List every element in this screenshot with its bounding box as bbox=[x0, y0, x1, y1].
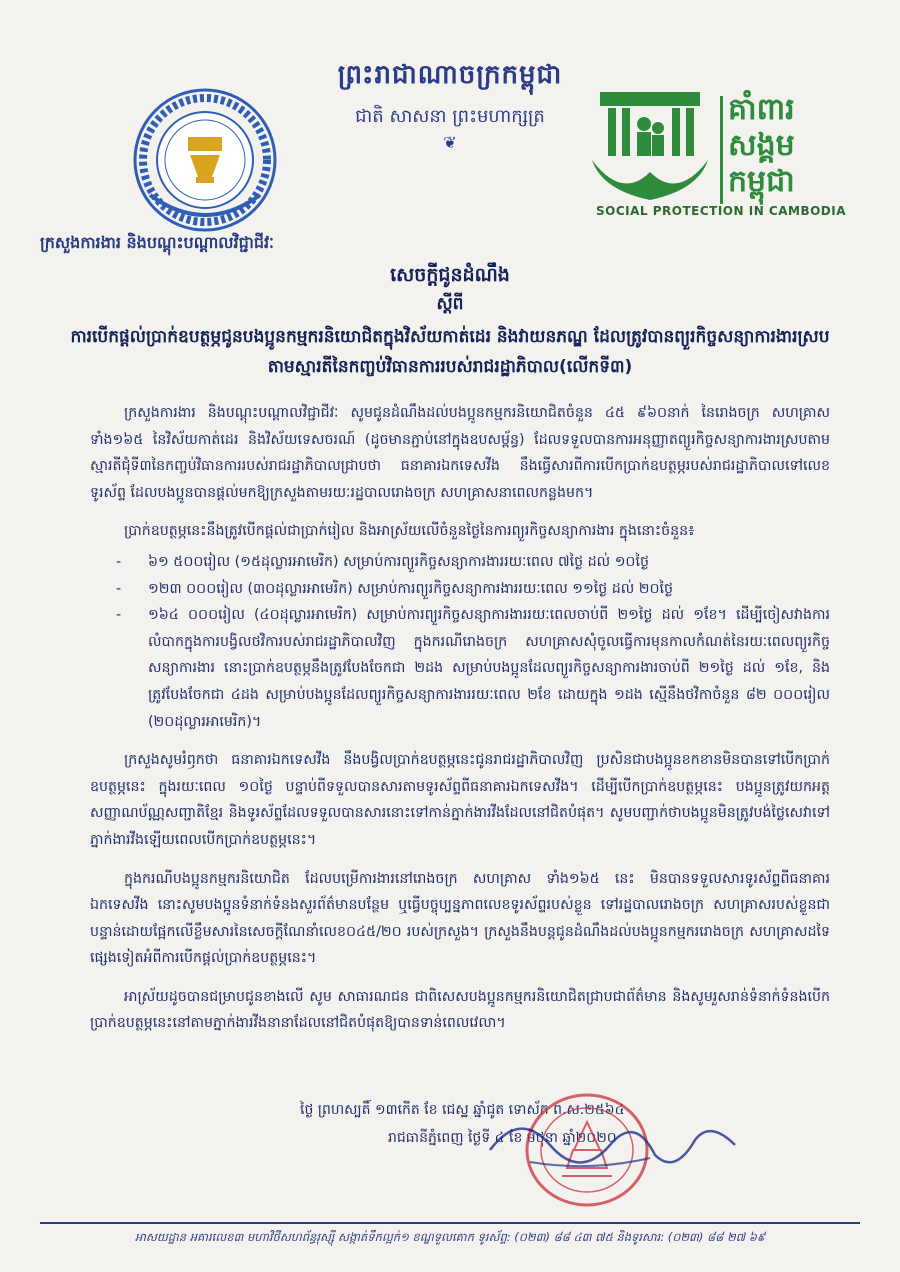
kingdom-title: ព្រះរាជាណាចក្រកម្ពុជា bbox=[337, 60, 563, 90]
ministry-emblem-icon bbox=[130, 85, 280, 235]
paragraph-5: អាស្រ័យដូចបានជម្រាបជូនខាងលើ សូម សាធារណជន ជាពិសេសបងប្អូនកម្មករនិយោជិតជ្រាបជាព័ត៌មាន និងសូមរួសរាន់ទំនាក់ទំនងបើកប្រាក់ឧបត្ថម្ភនេះនៅតាមភ្នាក់ងារវីងនានាដែលនៅជិតបំផុតឱ្យបានទាន់ពេលវេលា។ bbox=[90, 988, 830, 1032]
kingdom-motto: ជាតិ សាសនា ព្រះមហាក្សត្រ bbox=[355, 106, 545, 127]
notice-title: សេចក្តីជូនដំណឹង bbox=[390, 264, 510, 286]
notice-subject: ការបើកផ្តល់ប្រាក់ឧបត្ថម្ភជូនបងប្អូនកម្មករនិយោជិតក្នុងវិស័យកាត់ដេរ និងវាយនភណ្ឌ ដែលត្រូវបានព្យួរកិច្ចសន្យាការងារស្របតាមស្មារតីនៃកញ្ចប់វិធានការរបស់រាជរដ្ឋាភិបាល(លើកទី៣) bbox=[70, 327, 830, 377]
footer-divider bbox=[40, 1222, 860, 1224]
ministry-name: ក្រសួងការងារ និងបណ្តុះបណ្តាលវិជ្ជាជីវៈ bbox=[40, 233, 274, 252]
notice-body bbox=[90, 400, 830, 1049]
solar-date: រាជធានីភ្នំពេញ ថ្ងៃទី ៤ ខែ មិថុនា ឆ្នាំ២០២០ bbox=[388, 1130, 617, 1146]
social-protection-caption: SOCIAL PROTECTION IN CAMBODIA bbox=[596, 204, 847, 218]
notice-subtitle: ស្តីពី bbox=[436, 294, 464, 314]
footer-address: អាសយដ្ឋាន អគារលេខ៣ មហាវិថីសហព័ន្ធរុស្ស៊ី សង្កាត់ទឹកល្អក់១ ខណ្ឌទួលគោក ទូរស័ព្ទ: (០២៣) ៨៨ ៤៣ ៧៥ និងទូរសារ: (០២៣) ៨៨ ២៧ ៦៩ bbox=[134, 1230, 766, 1244]
lunar-date: ថ្ងៃ ព្រហស្បតិ៍ ១៣កើត ខែ ជេស្ឋ ឆ្នាំជូត ទោស័ក ព.ស.២៥៦៤ bbox=[300, 1102, 625, 1118]
allowance-list bbox=[90, 549, 830, 735]
paragraph-4: ក្នុងករណីបងប្អូនកម្មករនិយោជិត ដែលបម្រើការងារនៅរោងចក្រ សហគ្រាស ទាំង១៦៥ នេះ មិនបានទទួលសារទូរស័ព្ទពីធនាគារឯកទេសវីង នោះសូមបងប្អូនទំនាក់ទំនងសួរព័ត៌មានបន្ថែម ឬធ្វើបច្ចុប្បន្នភាពលេខទូរស័ព្ទរបស់ខ្លួន ទៅរដ្ឋបាលរោងចក្រ សហគ្រាសរបស់ខ្លួនជាបន្ទាន់ដោយផ្អែកលើខ្លឹមសារនៃសេចក្តីណែនាំលេខ០៤៥/២០ របស់ក្រសួង។ ក្រសួងនឹងបន្តជូនដំណឹងដល់បងប្អូនកម្មកររោងចក្រ សហគ្រាសដទៃផ្សេងទៀតអំពីការបើកផ្តល់ប្រាក់ឧបត្ថម្ភនេះ។ bbox=[90, 870, 830, 967]
ornament-icon: ❦ bbox=[443, 133, 457, 152]
paragraph-2: ប្រាក់ឧបត្ថម្ភនេះនឹងត្រូវបើកផ្តល់ជាប្រាក់រៀល និងអាស្រ័យលើចំនួនថ្ងៃនៃការព្យួរកិច្ចសន្យាការងារ ក្នុងនោះចំនួន៖ bbox=[124, 523, 695, 540]
paragraph-1: ក្រសួងការងារ និងបណ្តុះបណ្តាលវិជ្ជាជីវៈ សូមជូនដំណឹងដល់បងប្អូនកម្មករនិយោជិតចំនួន ៤៥ ៩៦០នាក់ នៃរោងចក្រ សហគ្រាស ទាំង១៦៥ នៃវិស័យកាត់ដេរ និងវិស័យទេសចរណ៍ (ដូចមានភ្ជាប់នៅក្នុងឧបសម្ព័ន្ធ) ដែលទទួលបានការអនុញ្ញាតព្យួរកិច្ចសន្យាការងារស្របតាមស្មារតីជុំទី៣នៃកញ្ចប់វិធានការរបស់រាជរដ្ឋាភិបាលជ្រាបថា ធនាគារឯកទេសវីង នឹងធ្វើសារពីការបើកប្រាក់ឧបត្ថម្ភរបស់រាជរដ្ឋាភិបាលទៅលេខទូរស័ព្ទ ដែលបងប្អូនបានផ្តល់មកឱ្យក្រសួងតាមរយៈរដ្ឋបាលរោងចក្រ សហគ្រាសនាពេលកន្លងមក។ bbox=[90, 405, 830, 501]
kingdom-heading bbox=[300, 58, 600, 152]
list-item: - ៦១ ៥០០រៀល (១៥ដុល្លារអាមេរិក) សម្រាប់ការព្យួរកិច្ចសន្យាការងាររយៈពេល ៧ថ្ងៃ ដល់ ១០ថ្ងៃ bbox=[90, 549, 830, 576]
list-item: - ១៦៤ ០០០រៀល (៤០ដុល្លារអាមេរិក) សម្រាប់ការព្យួរកិច្ចសន្យាការងាររយៈពេលចាប់ពី ២១ថ្ងៃ ដល់ ១ខែ។ ដើម្បីចៀសវាងការលំបាកក្នុងការបង្វិលថវិការបស់រាជរដ្ឋាភិបាលវិញ ក្នុងករណីរោងចក្រ សហគ្រាសសុំចូលធ្វើការមុនកាលកំណត់នៃរយៈពេលព្យួរកិច្ចសន្យាការងារ នោះប្រាក់ឧបត្ថម្ភនឹងត្រូវបែងចែកជា ២ដង សម្រាប់បងប្អូនដែលព្យួរកិច្ចសន្យាការងារចាប់ពី ២១ថ្ងៃ ដល់ ១ខែ, និងត្រូវបែងចែកជា ៤ដង សម្រាប់បងប្អូនដែលព្យួរកិច្ចសន្យាការងាររយៈពេល ២ខែ ដោយក្នុង ១ដង ស្មើនឹងថវិកាចំនួន ៨២ ០០០រៀល (២០ដុល្លារអាមេរិក)។ bbox=[90, 602, 830, 735]
paragraph-3: ក្រសួងសូមរំឭកថា ធនាគារឯកទេសវីង នឹងបង្វិលប្រាក់ឧបត្ថម្ភនេះជូនរាជរដ្ឋាភិបាលវិញ ប្រសិនជាបងប្អូនខកខានមិនបានទៅបើកប្រាក់ឧបត្ថម្ភនេះ ក្នុងរយៈពេល ១០ថ្ងៃ បន្ទាប់ពីទទួលបានសារតាមទូរស័ព្ទពីធនាគារឯកទេសវីង។ ដើម្បីបើកប្រាក់ឧបត្ថម្ភនេះ បងប្អូនត្រូវយកអត្តសញ្ញាណប័ណ្ណសញ្ជាតិខ្មែរ និងទូរស័ព្ទដែលទទួលបានសារនោះទៅកាន់ភ្នាក់ងារវីងដែលនៅជិតបំផុត។ សូមបញ្ជាក់ថាបងប្អូនមិនត្រូវបង់ថ្លៃសេវាទៅភ្នាក់ងារវីងឡើយពេលបើកប្រាក់ឧបត្ថម្ភនេះ។ bbox=[90, 752, 830, 848]
list-item: - ១២៣ ០០០រៀល (៣០ដុល្លារអាមេរិក) សម្រាប់ការព្យួរកិច្ចសន្យាការងាររយៈពេល ១១ថ្ងៃ ដល់ ២០ថ្ងៃ bbox=[90, 576, 830, 603]
social-protection-kh: គាំពារ សង្គម កម្ពុជា bbox=[728, 92, 795, 199]
handwritten-signature bbox=[470, 1100, 770, 1180]
